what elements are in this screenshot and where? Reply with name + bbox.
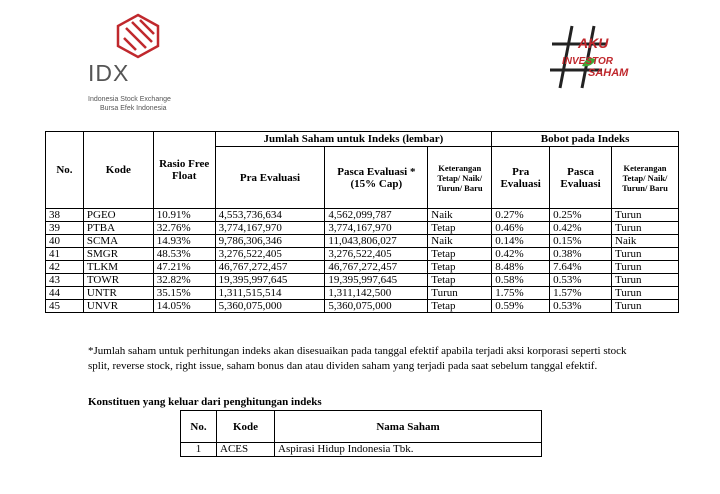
cell-kode: UNVR [83,300,153,313]
cell-pasca: 46,767,272,457 [325,261,428,274]
cell-pra: 4,553,736,634 [215,209,325,222]
cell-ket2: Turun [612,287,679,300]
konstituen-title: Konstituen yang keluar dari penghitungan indeks [88,396,322,408]
table-row [46,274,679,287]
kons-header-no: No. [181,411,217,443]
idx-emblem-icon [114,12,162,60]
table-row [46,248,679,261]
kons-cell-kode: ACES [217,443,275,457]
aku-investor-saham-logo [542,18,642,98]
cell-ket2: Turun [612,209,679,222]
cell-bpasca: 7.64% [550,261,612,274]
cell-ket1: Tetap [428,300,492,313]
cell-ket1: Naik [428,235,492,248]
cell-bpasca: 0.15% [550,235,612,248]
cell-kode: PGEO [83,209,153,222]
header-keterangan-1: Keterangan Tetap/ Naik/ Turun/ Baru [428,147,492,209]
header-bobot: Bobot pada Indeks [492,132,679,147]
cell-no: 41 [46,248,84,261]
idx-subtitle-id: Bursa Efek Indonesia [100,105,167,112]
cell-pra: 5,360,075,000 [215,300,325,313]
cell-rasio: 32.76% [153,222,215,235]
idx-name: IDX [88,60,130,86]
cell-pasca: 19,395,997,645 [325,274,428,287]
cell-bpasca: 0.38% [550,248,612,261]
cell-kode: PTBA [83,222,153,235]
cell-ket2: Naik [612,235,679,248]
cell-bpra: 0.27% [492,209,550,222]
cell-bpra: 8.48% [492,261,550,274]
header-pasca-evaluasi: Pasca Evaluasi * (15% Cap) [325,147,428,209]
cell-no: 39 [46,222,84,235]
cell-bpra: 1.75% [492,287,550,300]
cell-ket1: Tetap [428,248,492,261]
header-bobot-pasca: Pasca Evaluasi [550,147,612,209]
cell-pra: 9,786,306,346 [215,235,325,248]
aku-text: AKU [578,35,609,51]
cell-kode: TOWR [83,274,153,287]
kons-header-kode: Kode [217,411,275,443]
kons-cell-nama: Aspirasi Hidup Indonesia Tbk. [275,443,542,457]
table-row [46,261,679,274]
cell-bpasca: 0.53% [550,300,612,313]
removed-constituents-table [180,410,542,457]
table-row [181,443,542,457]
cell-rasio: 35.15% [153,287,215,300]
cell-kode: TLKM [83,261,153,274]
cell-pasca: 3,774,167,970 [325,222,428,235]
header-jumlah-saham: Jumlah Saham untuk Indeks (lembar) [215,132,492,147]
cell-kode: SMGR [83,248,153,261]
header-kode: Kode [83,132,153,209]
cell-ket1: Turun [428,287,492,300]
cell-pra: 1,311,515,514 [215,287,325,300]
cell-ket2: Turun [612,248,679,261]
cell-kode: UNTR [83,287,153,300]
cell-ket1: Naik [428,209,492,222]
cell-no: 43 [46,274,84,287]
idx-logo [84,12,194,122]
cell-ket2: Turun [612,261,679,274]
cell-rasio: 10.91% [153,209,215,222]
cell-bpasca: 0.25% [550,209,612,222]
kons-cell-no: 1 [181,443,217,457]
table-row [46,209,679,222]
cell-bpasca: 0.42% [550,222,612,235]
cell-rasio: 14.05% [153,300,215,313]
saham-text: SAHAM [588,67,629,79]
cell-rasio: 14.93% [153,235,215,248]
cell-pasca: 4,562,099,787 [325,209,428,222]
header-keterangan-2: Keterangan Tetap/ Naik/ Turun/ Baru [612,147,679,209]
cell-no: 40 [46,235,84,248]
cell-ket1: Tetap [428,222,492,235]
index-constituents-table [45,131,679,313]
cell-kode: SCMA [83,235,153,248]
cell-no: 42 [46,261,84,274]
table-row [46,287,679,300]
investor-text: INVESTOR [562,56,613,67]
cell-ket1: Tetap [428,261,492,274]
cell-bpra: 0.59% [492,300,550,313]
cell-pasca: 11,043,806,027 [325,235,428,248]
cell-bpra: 0.58% [492,274,550,287]
cell-pra: 3,774,167,970 [215,222,325,235]
cell-rasio: 48.53% [153,248,215,261]
cell-ket2: Turun [612,274,679,287]
header-bobot-pra: Pra Evaluasi [492,147,550,209]
cell-bpra: 0.46% [492,222,550,235]
cell-rasio: 47.21% [153,261,215,274]
cell-bpasca: 1.57% [550,287,612,300]
cell-pra: 46,767,272,457 [215,261,325,274]
table-row [46,300,679,313]
table-row [46,235,679,248]
header-no: No. [46,132,84,209]
header-rasio: Rasio Free Float [153,132,215,209]
cell-pra: 3,276,522,405 [215,248,325,261]
kons-header-nama: Nama Saham [275,411,542,443]
cell-pasca: 5,360,075,000 [325,300,428,313]
header-pra-evaluasi: Pra Evaluasi [215,147,325,209]
footnote: *Jumlah saham untuk perhitungan indeks akan disesuaikan pada tanggal efektif apabila terjadi aksi korporasi seperti stock split, reverse stock, right issue, saham bonus dan atau dividen saham yang terjadi pada saat sebelum tanggal efektif. [88,345,627,372]
cell-bpasca: 0.53% [550,274,612,287]
cell-ket2: Turun [612,222,679,235]
cell-rasio: 32.82% [153,274,215,287]
cell-bpra: 0.14% [492,235,550,248]
idx-subtitle-en: Indonesia Stock Exchange [88,96,171,103]
cell-bpra: 0.42% [492,248,550,261]
cell-no: 45 [46,300,84,313]
cell-no: 44 [46,287,84,300]
cell-pasca: 1,311,142,500 [325,287,428,300]
cell-ket1: Tetap [428,274,492,287]
cell-pra: 19,395,997,645 [215,274,325,287]
cell-no: 38 [46,209,84,222]
table-row [46,222,679,235]
cell-ket2: Turun [612,300,679,313]
cell-pasca: 3,276,522,405 [325,248,428,261]
